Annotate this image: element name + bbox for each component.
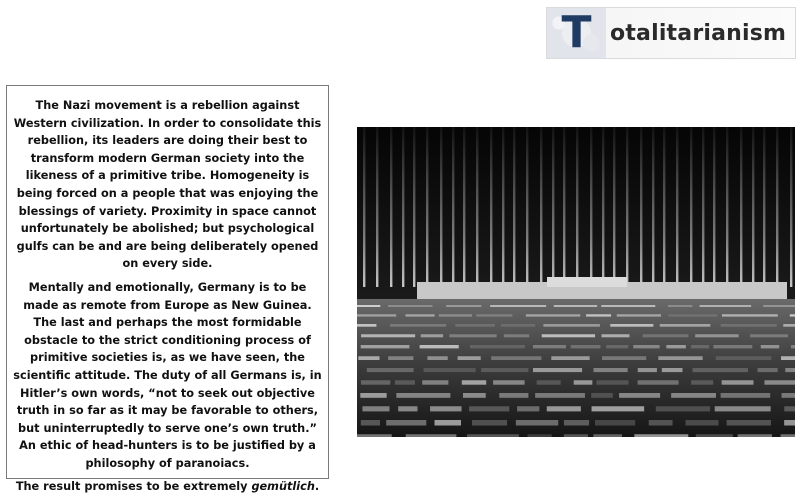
formation-block	[554, 305, 597, 307]
searchlight-beam	[463, 127, 465, 287]
formation-block	[458, 356, 481, 360]
formation-block	[638, 380, 679, 384]
formation-block	[357, 434, 392, 437]
searchlight-beam	[613, 127, 615, 287]
searchlight-beam	[776, 127, 778, 287]
formation-block	[727, 420, 771, 426]
formation-block	[666, 345, 686, 348]
formation-block	[591, 393, 613, 398]
formation-block	[386, 420, 426, 426]
slide-title: otalitarianism	[610, 20, 787, 46]
formation-block	[761, 345, 779, 348]
formation-block	[633, 345, 659, 348]
formation-block	[551, 356, 589, 360]
searchlight-beam	[426, 127, 428, 287]
formation-block	[564, 420, 589, 426]
formation-block	[395, 380, 415, 384]
quote-paragraph-1: The Nazi movement is a rebellion against Western civilization. In order to consolidate this rebellion, its leaders are doing their best to transform modern German society into the likeness of a primitive tribe. Homogeneity is being forced on a people that was enjoying the blessings of variety. Proximity in space cannot unfortunately be abolished; but psychological gulfs can be and are being deliberately opened on every side.	[13, 99, 322, 271]
formation-block	[533, 368, 582, 372]
formation-block	[357, 314, 396, 316]
formation-block	[649, 420, 673, 426]
formation-block	[543, 324, 600, 327]
searchlight-beams	[363, 127, 792, 287]
quote-paragraph-3	[13, 478, 322, 496]
formation-block	[721, 324, 777, 327]
searchlight-beam	[640, 127, 642, 287]
formation-block	[784, 406, 795, 411]
formation-block	[722, 380, 754, 384]
formation-block	[388, 356, 413, 360]
formation-block	[738, 434, 772, 437]
formation-block	[463, 393, 486, 398]
formation-block	[592, 406, 645, 411]
formation-block	[527, 434, 551, 437]
searchlight-beam	[576, 127, 578, 287]
formation-block	[406, 434, 457, 437]
searchlight-beam	[740, 127, 742, 287]
title-initial-letter: T	[561, 7, 592, 58]
formation-block	[398, 406, 417, 411]
searchlight-beam	[702, 127, 704, 287]
searchlight-beam	[763, 127, 765, 287]
formation-block	[656, 406, 710, 411]
formation-block	[421, 334, 443, 337]
formation-block	[668, 314, 717, 316]
formation-block	[422, 380, 448, 384]
formation-block	[462, 380, 486, 384]
searchlight-beam	[752, 127, 754, 287]
formation-block	[517, 406, 539, 411]
formation-block	[721, 393, 771, 398]
quote-paragraph-2: Mentally and emotionally, Germany is to be made as remote from Europe as New Guinea. The last and perhaps the most formidable obstacle to the strict conditioning process of primitive societies is, as we have seen, the scientific attitude. The duty of all Germans is, in Hitler’s own words, “not to seek out objective truth in so far as it may be favorable to others, but uninterruptedly to serve one’s own truth.” An ethic of head-hunters is to be justified by a philosophy of paranoiacs.	[13, 280, 322, 470]
formation-block	[435, 420, 462, 426]
formation-block	[781, 356, 795, 360]
formation-block	[455, 324, 495, 327]
formation-block	[420, 345, 459, 348]
searchlight-beam	[690, 127, 692, 287]
formation-block	[361, 334, 415, 337]
formation-block	[716, 356, 772, 360]
formation-block	[782, 393, 795, 398]
formation-block	[361, 420, 380, 426]
title-banner	[546, 7, 796, 59]
formation-block	[390, 324, 446, 327]
searchlight-beam	[376, 127, 378, 287]
formation-block	[537, 380, 561, 384]
formation-block	[619, 393, 660, 398]
formation-block	[439, 314, 472, 316]
formation-block	[504, 334, 529, 337]
formation-block	[617, 314, 661, 316]
formation-block	[595, 420, 635, 426]
formation-block	[469, 406, 509, 411]
formation-block	[763, 305, 795, 307]
formation-block	[668, 305, 692, 307]
searchlight-beam	[363, 127, 365, 287]
searchlight-beam	[390, 127, 392, 287]
formation-block	[791, 345, 795, 348]
formation-block	[396, 393, 450, 398]
formation-block	[610, 324, 653, 327]
formation-block	[750, 334, 788, 337]
formation-block	[691, 380, 713, 384]
formation-block	[784, 420, 795, 426]
formation-block	[358, 356, 379, 360]
formation-block	[722, 314, 778, 316]
formation-block	[693, 368, 748, 372]
formation-block	[542, 334, 595, 337]
formation-block	[685, 420, 718, 426]
searchlight-beam	[502, 127, 504, 287]
searchlight-beam	[713, 127, 715, 287]
formation-block	[695, 334, 738, 337]
formation-block	[535, 393, 585, 398]
formation-block	[606, 345, 628, 348]
quote-panel	[6, 85, 329, 494]
formation-block	[424, 368, 476, 372]
formation-block	[467, 434, 519, 437]
formation-block	[481, 368, 528, 372]
formation-block	[470, 345, 525, 348]
formation-block	[601, 305, 655, 307]
formation-block	[764, 380, 795, 384]
formation-block	[357, 305, 380, 307]
searchlight-beam	[452, 127, 454, 287]
formation-block	[547, 406, 581, 411]
formation-block	[634, 434, 688, 437]
formation-block	[490, 305, 546, 307]
formation-block	[783, 324, 795, 327]
formation-block	[357, 324, 376, 327]
searchlight-beam	[652, 127, 654, 287]
formation-block	[493, 380, 524, 384]
formation-block	[643, 334, 689, 337]
formation-block	[713, 345, 752, 348]
formation-block	[388, 305, 432, 307]
quote-paragraph-3-emphasis: gemütlich	[251, 480, 315, 494]
rally-photograph	[357, 127, 795, 437]
formation-block	[758, 368, 778, 372]
formation-block	[593, 434, 622, 437]
formation-block	[427, 356, 447, 360]
formation-block	[790, 314, 795, 316]
formation-block	[499, 393, 528, 398]
formation-block	[658, 356, 702, 360]
searchlight-beam	[563, 127, 565, 287]
formation-block	[602, 356, 646, 360]
formation-block	[781, 434, 795, 437]
formation-block	[501, 324, 535, 327]
formation-block	[700, 305, 752, 307]
formation-block	[360, 393, 386, 398]
formation-block	[660, 324, 711, 327]
formation-block	[362, 406, 389, 411]
searchlight-beam	[602, 127, 604, 287]
searchlight-beam	[513, 127, 515, 287]
formation-block	[574, 380, 593, 384]
searchlight-beam	[402, 127, 404, 287]
formation-block	[516, 420, 558, 426]
formation-block	[533, 345, 566, 348]
formation-block	[564, 434, 588, 437]
searchlight-beam	[626, 127, 628, 287]
formation-block	[691, 345, 709, 348]
formation-block	[491, 356, 541, 360]
searchlight-beam	[663, 127, 665, 287]
formation-block	[430, 406, 461, 411]
searchlight-beam	[413, 127, 415, 287]
formation-block	[596, 380, 628, 384]
formation-block	[696, 434, 733, 437]
quote-paragraph-3-tail: .	[314, 480, 320, 494]
formation-block	[785, 368, 795, 372]
searchlight-beam	[676, 127, 678, 287]
formation-block	[715, 406, 771, 411]
formation-block	[526, 314, 580, 316]
formation-block	[476, 314, 512, 316]
searchlight-beam	[440, 127, 442, 287]
formation-block	[472, 420, 507, 426]
formation-block	[662, 368, 683, 372]
searchlight-beam	[490, 127, 492, 287]
formation-block	[405, 314, 434, 316]
quote-paragraph-3-lead: The result promises to be extremely	[15, 480, 252, 494]
rally-photograph-svg	[357, 127, 795, 437]
formation-block	[671, 393, 716, 398]
formation-block	[602, 334, 630, 337]
formation-block	[571, 345, 601, 348]
tribune-center	[547, 277, 627, 287]
formation-block	[449, 334, 496, 337]
searchlight-beam	[540, 127, 542, 287]
formation-block	[446, 305, 481, 307]
formation-block	[593, 368, 627, 372]
formation-block	[638, 368, 657, 372]
searchlight-beam	[476, 127, 478, 287]
searchlight-beam	[526, 127, 528, 287]
formation-block	[586, 314, 611, 316]
formation-block	[361, 380, 390, 384]
searchlight-beam	[590, 127, 592, 287]
formation-block	[367, 368, 414, 372]
searchlight-beam	[726, 127, 728, 287]
formation-block	[361, 345, 410, 348]
searchlight-beam	[790, 127, 792, 287]
searchlight-beam	[552, 127, 554, 287]
